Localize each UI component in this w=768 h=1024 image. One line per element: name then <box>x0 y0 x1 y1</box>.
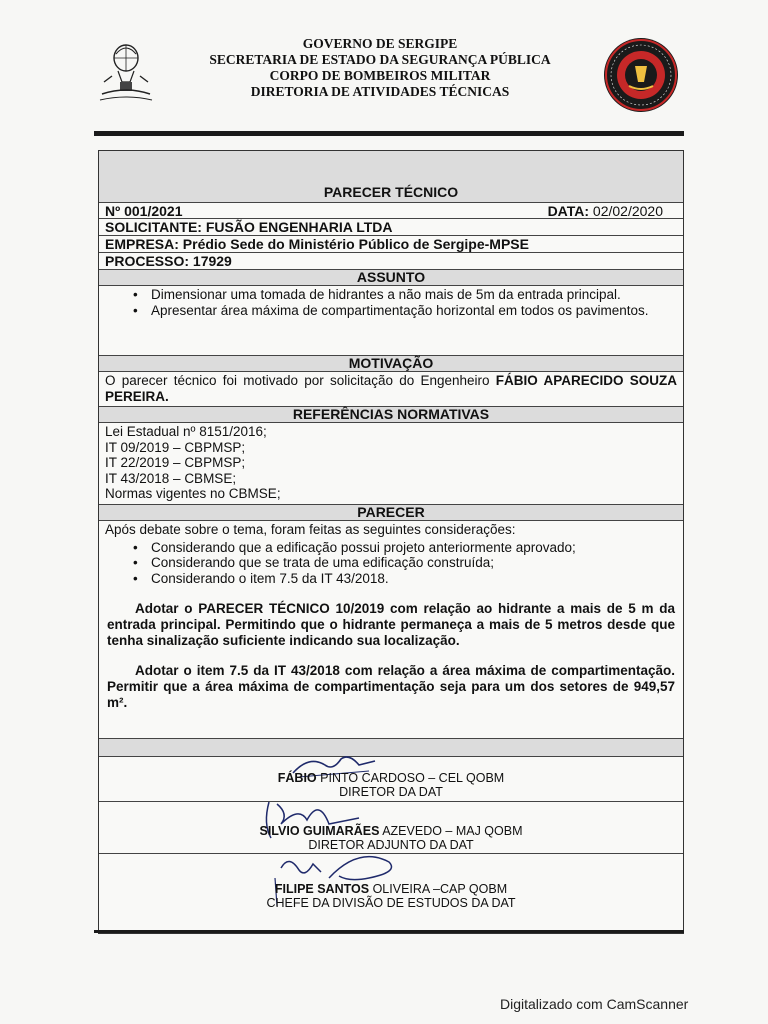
footer-divider <box>94 930 684 933</box>
signer-role: DIRETOR DA DAT <box>339 785 443 799</box>
fire-department-seal-icon <box>602 36 680 114</box>
reference-item: Normas vigentes no CBMSE; <box>105 486 281 501</box>
number-date-row <box>99 203 683 219</box>
signer-name-rest: AZEVEDO – MAJ QOBM <box>382 824 523 838</box>
processo-row <box>99 253 683 270</box>
consideration-item: • Considerando que se trata de uma edificação construída; <box>133 555 677 571</box>
solicitante-label: SOLICITANTE: <box>105 219 202 235</box>
signer-name-bold: FÁBIO <box>277 771 317 785</box>
empresa-value: Prédio Sede do Ministério Público de Sergipe-MPSE <box>182 236 529 252</box>
parecer-heading: PARECER <box>99 505 683 521</box>
form-title: PARECER TÉCNICO <box>323 184 459 200</box>
empresa-row <box>99 236 683 253</box>
empresa-label: EMPRESA: <box>105 236 179 252</box>
parecer-section <box>99 521 683 739</box>
signature-row-director <box>99 757 683 802</box>
referencias-heading: REFERÊNCIAS NORMATIVAS <box>99 407 683 423</box>
referencias-list <box>99 423 683 505</box>
consideration-item: • Considerando que a edificação possui projeto anteriormente aprovado; <box>133 540 677 556</box>
signature-row-deputy <box>99 802 683 854</box>
reference-item: IT 43/2018 – CBMSE; <box>105 470 237 486</box>
assunto-item: • Dimensionar uma tomada de hidrantes a não mais de 5m da entrada principal. <box>133 287 677 303</box>
header-line-secretariat: SECRETARIA DE ESTADO DA SEGURANÇA PÚBLICA <box>209 52 551 67</box>
date-value: 02/02/2020 <box>592 203 663 219</box>
parecer-form <box>98 150 684 934</box>
signer-name-rest: PINTO CARDOSO – CEL QOBM <box>320 771 505 785</box>
motivacao-text <box>99 372 683 407</box>
scanner-watermark: Digitalizado com CamScanner <box>500 996 689 1012</box>
parecer-paragraph-compartment: Adotar o item 7.5 da IT 43/2018 com relação a área máxima de compartimentação. Permitir que a área máxima de compartimentação seja para um dos setores de 949,57 m². <box>107 663 675 710</box>
parecer-paragraph-hydrant: Adotar o PARECER TÉCNICO 10/2019 com relação ao hidrante a mais de 5 m da entrada principal. Permitindo que o hidrante permaneça a mais de 5 metros desde que tenha sinalização suficiente indicando sua localização. <box>107 601 675 648</box>
signer-role: DIRETOR ADJUNTO DA DAT <box>308 838 474 852</box>
assunto-item: • Apresentar área máxima de compartimentação horizontal em todos os pavimentos. <box>133 303 677 319</box>
letterhead-text <box>170 36 590 100</box>
assunto-heading: ASSUNTO <box>99 270 683 286</box>
reference-item: IT 09/2019 – CBPMSP; <box>105 439 246 455</box>
blank-shaded-row <box>99 739 683 757</box>
date-label: DATA: <box>547 203 590 219</box>
signer-name-bold: FILIPE SANTOS <box>274 882 370 896</box>
header-line-government: GOVERNO DE SERGIPE <box>302 36 458 51</box>
header-line-fire-department: CORPO DE BOMBEIROS MILITAR <box>269 68 491 83</box>
sergipe-coat-of-arms-icon <box>96 38 156 106</box>
processo-value: 17929 <box>192 253 232 269</box>
assunto-section <box>99 286 683 356</box>
motivacao-heading: MOTIVAÇÃO <box>99 356 683 372</box>
signer-role: CHEFE DA DIVISÃO DE ESTUDOS DA DAT <box>266 896 516 910</box>
signature-row-chief <box>99 854 683 910</box>
form-title-row <box>99 151 683 203</box>
signer-name-bold: SILVIO GUIMARÃES <box>259 824 380 838</box>
signer-name-rest: OLIVEIRA –CAP QOBM <box>372 882 508 896</box>
header-divider <box>94 131 684 136</box>
reference-item: IT 22/2019 – CBPMSP; <box>105 455 246 470</box>
document-number: Nº 001/2021 <box>105 203 183 219</box>
assunto-list <box>105 287 677 318</box>
parecer-intro: Após debate sobre o tema, foram feitas as seguintes considerações: <box>105 522 516 537</box>
motivacao-sentence: O parecer técnico foi motivado por solicitação do Engenheiro <box>105 373 490 388</box>
reference-item: Lei Estadual nº 8151/2016; <box>105 424 267 439</box>
letterhead <box>90 32 690 112</box>
consideration-item: • Considerando o item 7.5 da IT 43/2018. <box>133 571 677 587</box>
solicitante-row <box>99 219 683 236</box>
document-date <box>548 203 663 219</box>
signature-director <box>99 771 683 799</box>
solicitante-value: FUSÃO ENGENHARIA LTDA <box>205 219 393 235</box>
signature-chief <box>99 882 683 910</box>
parecer-considerations <box>99 539 683 588</box>
header-line-directorate: DIRETORIA DE ATIVIDADES TÉCNICAS <box>250 84 510 99</box>
processo-label: PROCESSO: <box>105 253 190 269</box>
engineer-name: FÁBIO APARECIDO SOUZA PEREIRA. <box>105 373 677 404</box>
